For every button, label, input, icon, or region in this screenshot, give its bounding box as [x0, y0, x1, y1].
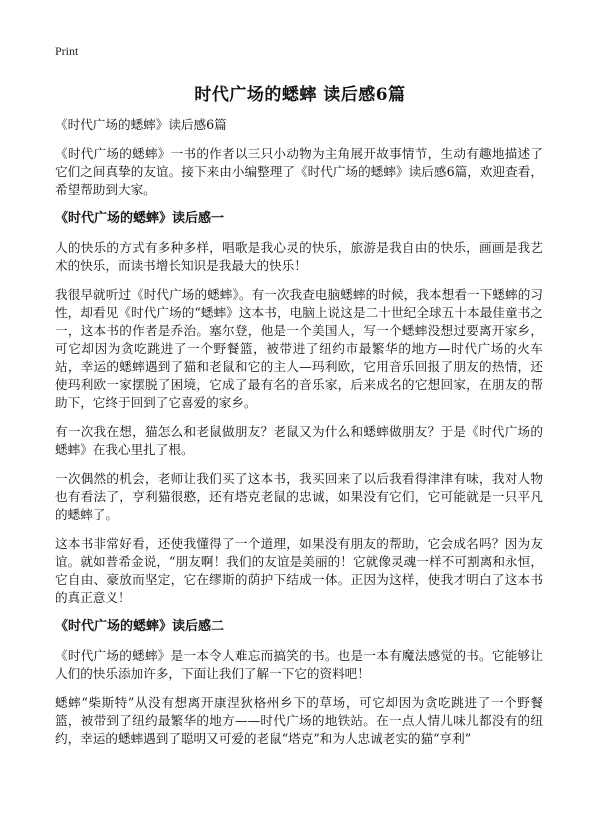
paragraph: 一次偶然的机会，老师让我们买了这本书，我买回来了以后我看得津津有味，我对人物也有看法了，亨利猫很憨，还有塔克老鼠的忠诚，如果没有它们，它可能就是一只平凡的蟋蟀了。: [55, 471, 543, 522]
section-heading-2: 《时代广场的蟋蟀》读后感二: [55, 619, 225, 634]
print-link[interactable]: Print: [55, 44, 79, 58]
article-body: [55, 116, 543, 759]
page-title: 时代广场的蟋蟀 读后感6篇: [194, 85, 406, 105]
intro-paragraph: 《时代广场的蟋蟀》一书的作者以三只小动物为主角展开故事情节，生动有趣地描述了它们之间真挚的友谊。接下来由小编整理了《时代广场的蟋蟀》读后感6篇，欢迎查看，希望帮助到大家。: [55, 146, 543, 197]
paragraph: 有一次我在想，猫怎么和老鼠做朋友？老鼠又为什么和蟋蟀做朋友？于是《时代广场的蟋蟀》在我心里扎了根。: [55, 424, 543, 457]
paragraph: 这本书非常好看，还使我懂得了一个道理，如果没有朋友的帮助，它会成名吗？因为友谊。就如普希金说，“朋友啊！我们的友谊是美丽的！它就像灵魂一样不可割离和永恒，它自由、豪放而坚定，它在缪斯的荫护下结成一体。正因为这样，使我才明白了这本书的真正意义！: [55, 536, 543, 605]
paragraph: 蟋蟀“柴斯特”从没有想离开康涅狄格州乡下的草场，可它却因为贪吃跳进了一个野餐篮，被带到了纽约最繁华的地方——时代广场的地铁站。在一点人情儿味儿都没有的纽约，幸运的蟋蟀遇到了聪明又可爱的老鼠“塔克”和为人忠诚老实的猫“亨利”: [55, 695, 543, 746]
paragraph: 我很早就听过《时代广场的蟋蟀》。有一次我查电脑蟋蟀的时候，我本想看一下蟋蟀的习性，却看见《时代广场的“蟋蟀》这本书，电脑上说这是二十世纪全球五十本最佳童书之一，这本书的作者是乔治。塞尔登，他是一个美国人，写一个蟋蟀没想过要离开家乡，可它却因为贪吃跳进了一个野餐篮，被带进了纽约市最繁华的地方—时代广场的火车站，幸运的蟋蟀遇到了猫和老鼠和它的主人—玛利欧，它用音乐回报了朋友的热情，还使玛利欧一家摆脱了困境，它成了最有名的音乐家，后来成名的它想回家，在朋友的帮助下，它终于回到了它喜爱的家乡。: [55, 287, 543, 410]
paragraph: 《时代广场的蟋蟀》是一本令人难忘而搞笑的书。也是一本有魔法感觉的书。它能够让人们的快乐添加许多，下面让我们了解一下它的资料吧！: [55, 648, 543, 681]
paragraph: 人的快乐的方式有多种多样，唱歌是我心灵的快乐，旅游是我自由的快乐，画画是我艺术的快乐，而读书增长知识是我最大的快乐！: [55, 240, 543, 273]
section-heading-1: 《时代广场的蟋蟀》读后感一: [55, 211, 225, 226]
article-subtitle: 《时代广场的蟋蟀》读后感6篇: [55, 117, 227, 132]
